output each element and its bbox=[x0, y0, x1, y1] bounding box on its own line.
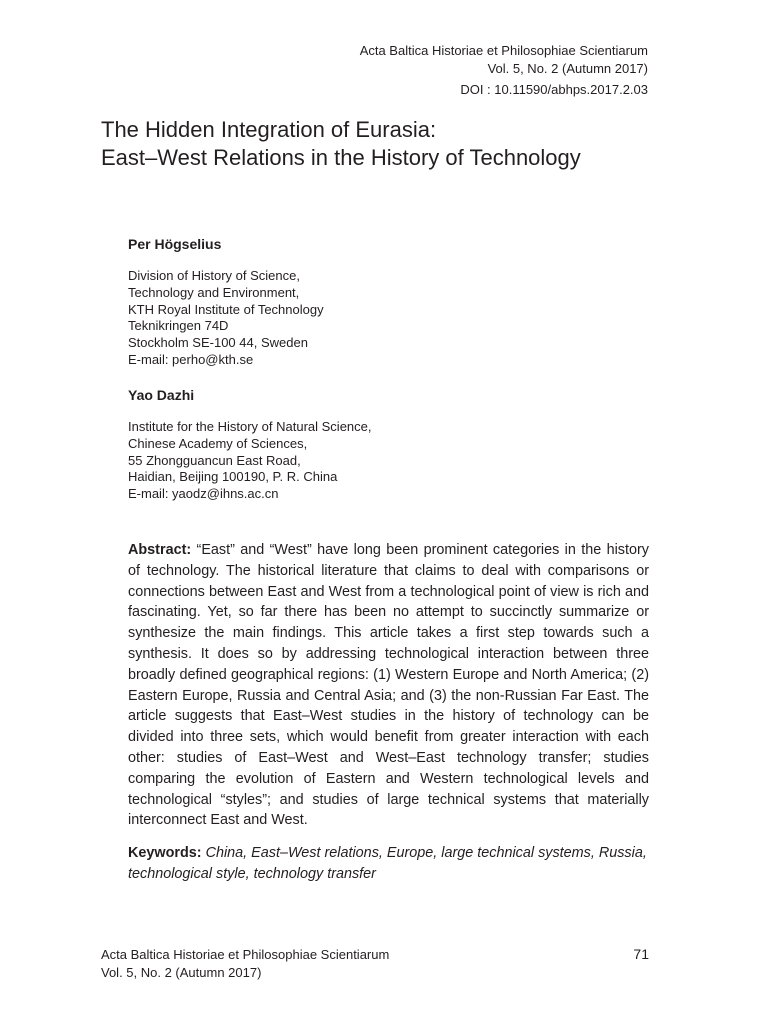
author-name: Per Högselius bbox=[128, 236, 222, 252]
affiliation-line: Division of History of Science, bbox=[128, 268, 300, 283]
affiliation-line: Stockholm SE-100 44, Sweden bbox=[128, 335, 308, 351]
keywords bbox=[128, 843, 650, 885]
author-email: E-mail: perho@kth.se bbox=[128, 351, 254, 367]
title-line-1: The Hidden Integration of Eurasia: bbox=[101, 117, 437, 142]
affiliation-line: 55 Zhongguancun East Road, bbox=[128, 452, 301, 468]
author-affiliation bbox=[128, 268, 324, 369]
footer-volume: Vol. 5, No. 2 (Autumn 2017) bbox=[101, 964, 262, 980]
author-email: E-mail: yaodz@ihns.ac.cn bbox=[128, 486, 279, 502]
keywords-text: China, East–West relations, Europe, large technical systems, Russia, technological style, technology transfer bbox=[128, 845, 647, 882]
affiliation-line: Chinese Academy of Sciences, bbox=[128, 435, 308, 451]
header-doi: DOI : 10.11590/abhps.2017.2.03 bbox=[460, 82, 648, 97]
affiliation-line: Teknikringen 74D bbox=[128, 318, 229, 334]
footer-journal-name: Acta Baltica Historiae et Philosophiae Scientiarum bbox=[101, 947, 390, 962]
header-journal-name: Acta Baltica Historiae et Philosophiae Scientiarum bbox=[359, 43, 648, 58]
author-affiliation bbox=[128, 419, 372, 503]
author-block-1 bbox=[128, 235, 324, 369]
affiliation-line: Institute for the History of Natural Science, bbox=[128, 419, 372, 434]
title-line-2: East–West Relations in the History of Technology bbox=[101, 145, 581, 170]
affiliation-line: KTH Royal Institute of Technology bbox=[128, 301, 324, 317]
header-volume: Vol. 5, No. 2 (Autumn 2017) bbox=[487, 60, 648, 76]
abstract-label: Abstract: bbox=[128, 542, 192, 558]
affiliation-line: Technology and Environment, bbox=[128, 284, 300, 300]
author-block-2 bbox=[128, 386, 372, 503]
abstract-text: “East” and “West” have long been prominent categories in the history of technology. The historical literature that claims to deal with comparisons or connections between East and West from a technological point of view is rich and fascinating. Yet, so far there has been no attempt to succinctly summarize or synthesize the main findings. This article takes a first step towards such a synthesis. It does so by addressing technological interaction between three broadly defined geographical regions: (1) Western Europe and North America; (2) Eastern Europe, Russia and Central Asia; and (3) the non-Russian Far East. The article suggests that East–West studies in the history of technology can be divided into three sets, which would benefit from greater interaction with each other: studies of East–West and West–East technology transfer; studies comparing the evolution of Eastern and Western technological levels and technological “styles”; and studies of large technical systems that materially interconnect East and West. bbox=[128, 542, 649, 829]
keywords-label: Keywords: bbox=[128, 845, 202, 861]
running-header bbox=[360, 42, 648, 99]
abstract bbox=[128, 540, 649, 831]
page-number: 71 bbox=[633, 946, 649, 962]
affiliation-line: Haidian, Beijing 100190, P. R. China bbox=[128, 469, 338, 485]
article-title bbox=[101, 116, 701, 172]
author-name: Yao Dazhi bbox=[128, 387, 195, 403]
running-footer bbox=[101, 946, 389, 981]
